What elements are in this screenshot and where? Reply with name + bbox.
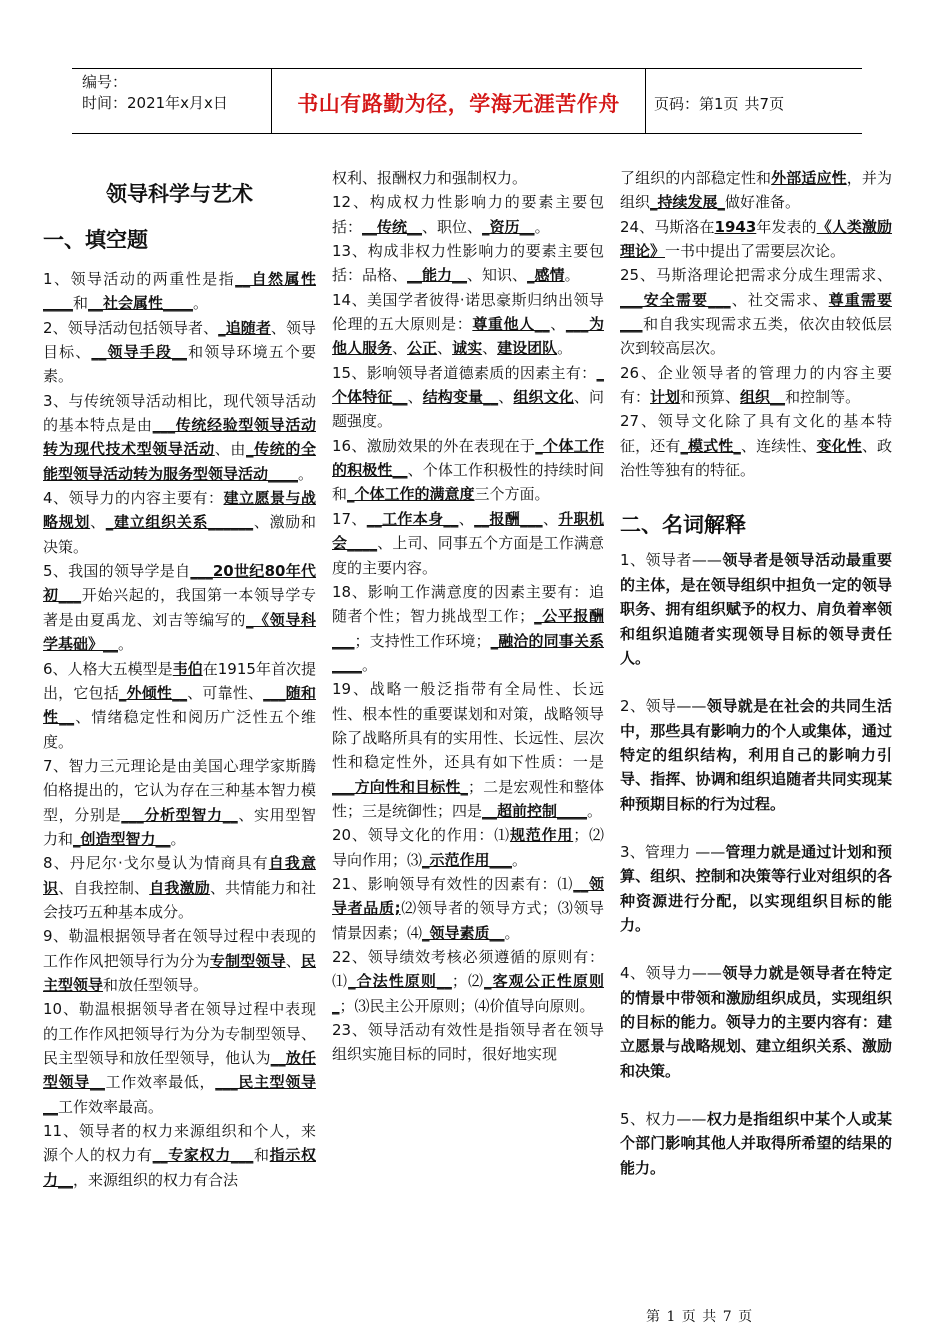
column-2: [332, 166, 604, 1067]
question-item: [620, 361, 892, 410]
question-item: [43, 924, 316, 997]
answer-blank: ___方向性和目标性_: [332, 777, 468, 796]
page-header: [72, 68, 862, 134]
answer-blank: _资历__: [482, 217, 535, 236]
answer-blank: _客观公正性原则_: [332, 972, 604, 1015]
term-definition: 领导者是领导活动最重要的主体，是在领导组织中担负一定的领导职务、拥有组织赋予的权力、肩负着率领和组织追随者实现领导目标的领导责任人。: [620, 551, 892, 667]
question-text: 9、勒温根据领导者在领导过程中表现的工作作风把领导行为分为: [43, 927, 316, 970]
question-text: 做好准备。: [725, 193, 801, 212]
answer-blank: 计划: [650, 388, 681, 407]
question-text: 18、影响工作满意度的因素主要有：追随者个性；智力挑战型工作；: [332, 582, 604, 626]
term-label: 1、领导者——: [620, 551, 722, 570]
question-item: [620, 263, 892, 360]
question-item: [332, 945, 604, 1018]
question-text: 1、领导活动的两重性是指: [43, 270, 236, 288]
question-item: [332, 166, 604, 190]
question-text: 和自我实现需求五类，依次由较低层次到较高层次。: [620, 315, 892, 358]
question-text: ；⑵: [451, 972, 485, 991]
question-text: 27、领导文化除了具有文化的基本特征，还有: [620, 412, 892, 455]
number-label: 编号：: [82, 73, 128, 91]
question-text: 、: [542, 509, 559, 528]
answer-blank: _追随者: [218, 318, 271, 337]
question-text: 、自我控制、: [58, 878, 150, 897]
question-item: [43, 559, 316, 656]
header-page-info: [646, 69, 862, 133]
term-label: 4、领导力——: [620, 964, 722, 983]
answer-blank: 1943: [714, 217, 757, 236]
question-text: 。: [587, 801, 603, 820]
question-text: ；支持性工作环境；: [354, 631, 491, 650]
answer-blank: ___安全需要___: [620, 290, 731, 309]
term-definition: 管理力就是通过计划和预算、组织、控制和决策等行业对组织的各种资源进行分配，以实现组织目标的能力。: [620, 842, 892, 934]
question-text: 和: [253, 1146, 270, 1165]
question-text: 、政治性等独有的特征。: [620, 436, 892, 480]
question-text: 工作效率最低，: [104, 1073, 216, 1092]
question-text: 。: [298, 464, 314, 483]
spacer: [620, 937, 892, 961]
column-3: [620, 166, 892, 1180]
answer-blank: 韦伯: [172, 659, 203, 678]
question-item: [43, 754, 316, 851]
question-text: 、: [285, 951, 301, 970]
page-label: 页码：第1页: [654, 94, 739, 113]
question-text: 、上司、同事五个方面是工作满意度的主要内容。: [332, 534, 604, 577]
answer-blank: _《领导科学基础》__: [43, 610, 316, 654]
question-item: [332, 361, 604, 434]
answer-blank: ___民主型领导__: [43, 1073, 316, 1116]
question-text: 6、人格大五模型是: [43, 659, 173, 678]
section-fill-blank-heading: 一、填空题: [43, 228, 148, 252]
question-text: 、: [437, 339, 453, 358]
question-text: ；二是宏观性和整体性；三是统御性；四是: [332, 777, 604, 820]
answer-blank: __领导手段__: [91, 343, 187, 362]
question-text: 。: [170, 829, 186, 848]
question-text: 、个体工作积极性的持续时间和: [332, 461, 604, 504]
answer-blank: __工作本身__: [366, 509, 459, 528]
question-item: [43, 657, 316, 754]
question-text: 和控制等。: [785, 388, 861, 407]
question-item: [620, 166, 892, 215]
question-text: 、: [498, 388, 514, 407]
col2-body: [332, 166, 604, 1067]
answer-blank: ___为他人服务: [332, 315, 604, 358]
question-text: 24、马斯洛在: [620, 217, 715, 236]
answer-blank: ___20世纪80年代初___: [43, 562, 317, 605]
question-text: 、情绪稳定性和阅历广泛性五个维度。: [43, 708, 316, 751]
question-text: 、职位、: [422, 217, 483, 236]
answer-blank: _领导素质__: [422, 923, 505, 942]
answer-blank: 《人类激励理论》: [620, 217, 892, 261]
question-text: 年发表的: [756, 217, 817, 236]
question-item: [332, 677, 604, 823]
question-text: 、连续性、: [740, 436, 817, 455]
question-text: 、由: [214, 440, 246, 459]
question-text: 权利、报酬权力和强制权力。: [332, 169, 528, 187]
question-item: [332, 580, 604, 677]
term-definition: 领导力就是领导者在特定的情景中带领和激励组织成员，实现组织的目标的能力。领导力的主要内容有：建立愿景与战略规划、建立组织关系、激励和决策。: [620, 964, 892, 1080]
answer-blank: __专家权力___: [152, 1146, 254, 1165]
section-terms-heading: 二、名词解释: [620, 513, 746, 538]
answer-blank: _传统的全能型领导活动转为服务型领导活动____: [43, 440, 316, 483]
question-text: 、问题强度。: [332, 388, 604, 431]
header-meta: [72, 69, 272, 133]
question-item: [332, 507, 604, 580]
question-text: 了组织的内部稳定性和: [620, 169, 772, 187]
answer-blank: _外倾性__: [118, 683, 188, 702]
question-text: 2、领导活动包括领导者、: [43, 318, 219, 337]
spacer: [620, 670, 892, 694]
question-text: 和放任型领导。: [103, 975, 209, 994]
question-text: 10、勒温根据领导者在领导过程中表现的工作作风把领导行为分为专制型领导、民主型领导和放任型领导，他认为: [43, 1000, 316, 1067]
answer-blank: ___分析型智力__: [121, 805, 238, 824]
question-text: 8、丹尼尔·戈尔曼认为情商具有: [43, 854, 269, 873]
answer-blank: 建立愿景与战略规划: [43, 489, 316, 532]
answer-blank: _个体特征__: [332, 363, 604, 407]
question-text: 4、领导力的内容主要有：: [43, 489, 224, 508]
question-text: ；⑵导向作用；⑶: [332, 826, 604, 869]
answer-blank: 公正: [407, 339, 438, 358]
term-item: [620, 548, 892, 670]
col3-terms-body: [620, 548, 892, 1180]
question-text: ；⑶民主公开原则；⑷价值导向原则。: [339, 996, 595, 1015]
answer-blank: __能力__: [407, 266, 468, 285]
question-text: 、实用型智力和: [43, 805, 316, 848]
question-text: ，来源组织的权力有合法: [73, 1170, 239, 1189]
column-1: [43, 166, 316, 1192]
answer-blank: _示范作用___: [422, 850, 513, 869]
question-text: 一书中提出了需要层次论。: [665, 242, 846, 261]
answer-blank: 诚实: [452, 339, 483, 358]
question-item: [332, 823, 604, 872]
question-item: [332, 288, 604, 361]
question-text: 23、领导活动有效性是指领导者在领导组织实施目标的同时，很好地实现: [332, 1021, 604, 1064]
answer-blank: __领导者品质;: [332, 874, 604, 918]
answer-blank: 升职机会____: [332, 509, 604, 553]
answer-blank: _感情: [527, 266, 565, 285]
question-item: [43, 1119, 316, 1192]
answer-blank: 组织__: [740, 388, 786, 407]
col3-fill-body: [620, 166, 892, 482]
answer-blank: 外部适应性: [771, 169, 847, 187]
answer-blank: 规范作用: [509, 826, 574, 845]
answer-blank: 尊重需要___: [620, 290, 892, 334]
answer-blank: __放任型领导__: [43, 1049, 316, 1092]
question-text: 。: [193, 294, 209, 313]
answer-blank: _持续发展_: [650, 193, 726, 212]
answer-blank: 自我激励: [149, 878, 210, 897]
answer-blank: 民主型领导: [43, 951, 316, 994]
page-total: 共7页: [744, 94, 785, 113]
question-text: 7、智力三元理论是由美国心理学家斯腾伯格提出的，它认为存在三种基本智力模型，分别是: [43, 756, 316, 824]
answer-blank: ___随和性__: [43, 683, 316, 727]
question-text: 17、: [332, 509, 367, 528]
question-text: 、: [407, 388, 423, 407]
question-text: 。: [557, 339, 573, 358]
answer-blank: 组织文化: [513, 388, 574, 407]
term-item: [620, 1107, 892, 1180]
answer-blank: 自我意识: [43, 854, 316, 897]
answer-blank: __报酬___: [474, 509, 543, 528]
answer-blank: _模式性_: [680, 436, 741, 455]
question-text: ⑵领导者的领导方式；⑶领导情景因素；⑷: [332, 899, 604, 942]
question-text: 三个方面。: [474, 485, 550, 504]
page-footer: 第 1 页 共 7 页: [646, 1309, 754, 1325]
time-label: 时间：2021年x月x日: [82, 94, 228, 112]
answer-blank: 尊重他人__: [472, 315, 550, 334]
question-text: 13、构成非权力性影响力的要素主要包括：品格、: [332, 242, 604, 285]
answer-blank: __超前控制____: [482, 801, 588, 820]
question-text: 15、影响领导者道德素质的因素主有：: [332, 363, 597, 382]
question-text: 。: [512, 850, 528, 869]
question-text: 16、激励效果的外在表现在于: [332, 436, 536, 455]
question-text: 11、领导者的权力来源组织和个人，来源个人的权力有: [43, 1122, 316, 1165]
question-item: [332, 239, 604, 288]
question-item: [620, 409, 892, 482]
answer-blank: 建设团队: [497, 339, 558, 358]
question-item: [332, 434, 604, 507]
document-title: 领导科学与艺术: [106, 182, 253, 206]
question-item: [43, 316, 316, 389]
answer-blank: _创造型智力__: [73, 829, 171, 848]
answer-blank: _融洽的同事关系____: [332, 631, 604, 674]
question-text: 14、美国学者彼得·诺思豪斯归纳出领导伦理的五大原则是：: [332, 290, 604, 334]
answer-blank: __传统__: [362, 217, 423, 236]
question-text: 、: [482, 339, 498, 358]
question-item: [43, 486, 316, 559]
question-item: [43, 997, 316, 1119]
question-text: 工作效率最高。: [58, 1097, 164, 1116]
question-item: [43, 851, 316, 924]
question-text: 、知识、: [467, 266, 528, 285]
question-text: 26、企业领导者的管理力的内容主要有：: [620, 363, 892, 407]
question-text: 。: [504, 923, 520, 942]
question-text: 。: [534, 217, 550, 236]
answer-blank: ___传统经验型领导活动转为现代技术型领导活动: [43, 416, 316, 459]
col1-body: [43, 267, 316, 1192]
term-item: [620, 694, 892, 816]
answer-blank: _建立组织关系______: [105, 513, 254, 532]
question-text: 、: [90, 513, 106, 532]
answer-blank: _合法性原则__: [348, 972, 452, 991]
spacer: [620, 816, 892, 840]
question-text: 和: [73, 294, 89, 313]
answer-blank: 结构变量__: [422, 388, 499, 407]
term-label: 5、权力——: [620, 1110, 707, 1128]
term-definition: 领导就是在社会的共同生活中，那些具有影响力的个人或集体，通过特定的组织结构，利用自己的影响力引导、指挥、协调和组织追随者共同实现某种预期目标的行为过程。: [620, 697, 892, 813]
term-item: [620, 961, 892, 1083]
header-motto: 书山有路勤为径，学海无涯苦作舟: [272, 69, 646, 133]
term-label: 2、领导——: [620, 697, 707, 716]
question-text: 开始兴起的，我国第一本领导学专著是由夏禹龙、刘吉等编写的: [43, 586, 316, 629]
term-definition: 权力是指组织中某个人或某个部门影响其他人并取得所希望的结果的能力。: [620, 1110, 892, 1177]
question-text: 21、影响领导有效性的因素有：⑴: [332, 874, 574, 893]
question-text: 和领导环境五个要素。: [43, 343, 316, 386]
answer-blank: 专制型领导: [209, 951, 286, 970]
question-text: 、共情能力和社会技巧五种基本成分。: [43, 878, 316, 921]
question-item: [43, 267, 316, 316]
question-text: 、社交需求、: [730, 290, 829, 309]
term-item: [620, 840, 892, 937]
term-label: 3、管理力 ——: [620, 842, 726, 861]
question-text: ，并为组织: [620, 169, 892, 212]
question-text: 和预算、: [680, 388, 741, 407]
question-text: 22、领导绩效考核必须遵循的原则有：⑴: [332, 948, 604, 991]
question-item: [332, 1018, 604, 1067]
question-text: 在1915年首次提出，它包括: [43, 659, 316, 702]
question-text: 、: [549, 315, 566, 334]
question-text: 、: [458, 509, 475, 528]
answer-blank: __自然属性____: [43, 270, 316, 313]
question-item: [332, 190, 604, 239]
question-item: [43, 389, 316, 486]
question-text: 、领导目标、: [43, 318, 316, 362]
question-text: 、: [392, 339, 408, 358]
question-text: 。: [362, 655, 378, 674]
question-text: 、可靠性、: [187, 683, 264, 702]
answer-blank: _公平报酬___: [332, 607, 604, 650]
question-text: 25、马斯洛理论把需求分成生理需求、: [620, 266, 892, 285]
question-text: 20、领导文化的作用：⑴: [332, 826, 510, 845]
question-text: 12、构成权力性影响力的要素主要包括：: [332, 193, 604, 236]
spacer: [620, 1083, 892, 1107]
question-item: [620, 215, 892, 264]
answer-blank: 变化性: [816, 436, 862, 455]
question-item: [332, 872, 604, 945]
question-text: 5、我国的领导学是自: [43, 562, 191, 581]
question-text: 3、与传统领导活动相比，现代领导活动的基本特点是由: [43, 391, 316, 435]
answer-blank: 指示权力__: [43, 1146, 316, 1189]
answer-blank: _个体工作的积极性__: [332, 436, 604, 480]
question-text: 、激励和决策。: [43, 513, 316, 556]
question-text: 19、战略一般泛指带有全局性、长远性、根本性的重要谋划和对策，战略领导除了战略所具有的实用性、长远性、层次性和稳定性外，还具有如下性质：一是: [332, 680, 604, 772]
question-text: 。: [564, 266, 580, 285]
question-text: 。: [118, 635, 134, 654]
answer-blank: _个体工作的满意度: [347, 485, 475, 504]
answer-blank: __社会属性____: [88, 294, 194, 313]
